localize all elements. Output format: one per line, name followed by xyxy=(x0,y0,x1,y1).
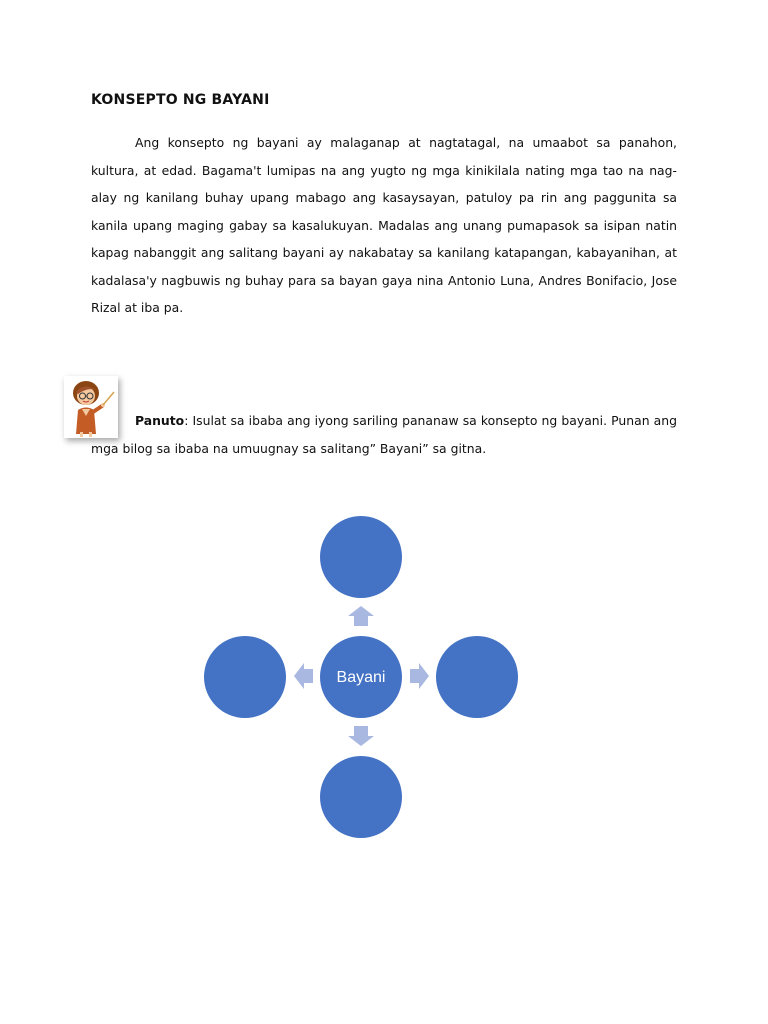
arrow-up xyxy=(348,606,374,626)
arrow-right xyxy=(410,663,429,689)
circle-left[interactable] xyxy=(204,636,286,718)
instruction-paragraph xyxy=(91,407,677,463)
instruction-label: Panuto xyxy=(135,413,185,428)
intro-paragraph: Ang konsepto ng bayani ay malaganap at nagtatagal, na umaabot sa panahon, kultura, at edad. Bagama't lumipas na ang yugto ng mga kinikilala nating mga tao na nag-alay ng kanilang buhay upang mabago ang kasaysayan, patuloy pa rin ang paggunita sa kanila upang maging gabay sa kasalukuyan. Madalas ang unang pumapasok sa isipan natin kapag nabanggit ang salitang bayani ay nakabatay sa kanilang katapangan, kabayanihan, at kadalasa'y nagbuwis ng buhay para sa bayan gaya nina Antonio Luna, Andres Bonifacio, Jose Rizal at iba pa. xyxy=(91,135,677,315)
circle-right[interactable] xyxy=(436,636,518,718)
circle-bottom[interactable] xyxy=(320,756,402,838)
circle-center xyxy=(320,636,402,718)
arrow-left xyxy=(294,663,313,689)
circle-top[interactable] xyxy=(320,516,402,598)
page-title: KONSEPTO NG BAYANI xyxy=(91,92,270,108)
center-label: Bayani xyxy=(336,669,386,686)
instruction-text: : Isulat sa ibaba ang iyong sariling pananaw sa konsepto ng bayani. Punan ang mga bilog sa ibaba na umuugnay sa salitang” Bayani” sa gitna. xyxy=(91,413,677,456)
arrow-down xyxy=(348,726,374,746)
